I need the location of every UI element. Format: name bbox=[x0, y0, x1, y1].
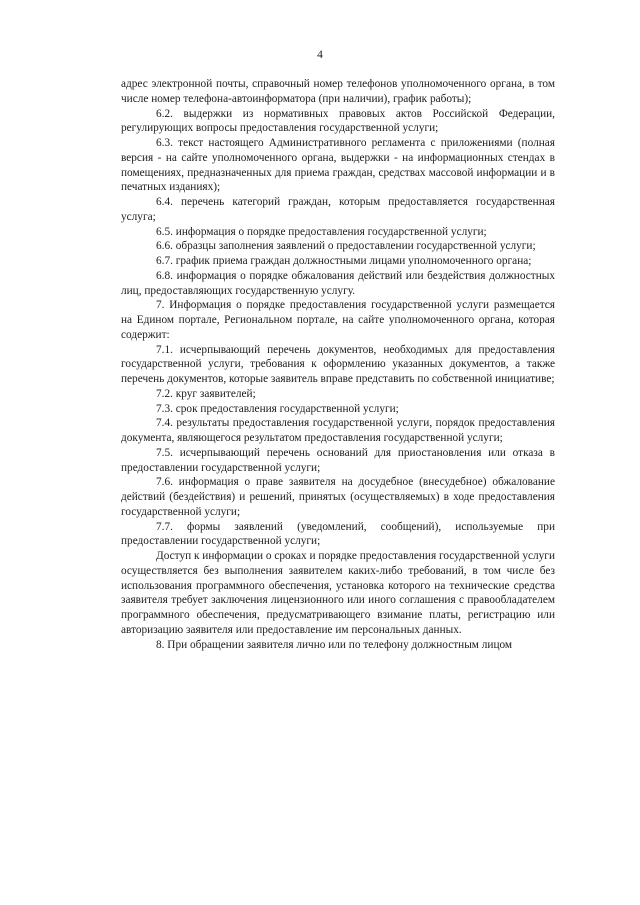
paragraph: 6.5. информация о порядке предоставления государственной услуги; bbox=[156, 225, 487, 238]
paragraph: 7.1. исчерпывающий перечень документов, необходимых для предоставления государственной услуги, требования к оформлению указанных документов, а также перечень документов, которые заявитель вправе представить по собственной инициативе; bbox=[121, 343, 555, 385]
paragraph: 7.3. срок предоставления государственной услуги; bbox=[156, 402, 399, 415]
paragraph: 6.2. выдержки из нормативных правовых актов Российской Федерации, регулирующих вопросы предоставления государственной услуги; bbox=[121, 107, 555, 135]
paragraph: 7.4. результаты предоставления государственной услуги, порядок предоставления документа, являющегося результатом предоставления государственной услуги; bbox=[121, 417, 555, 444]
paragraph: 6.6. образцы заполнения заявлений о предоставлении государственной услуги; bbox=[156, 240, 536, 253]
paragraph: 6.8. информация о порядке обжалования действий или бездействия должностных лиц, предоставляющих государственную услугу. bbox=[121, 269, 555, 297]
paragraph: Доступ к информации о сроках и порядке предоставления государственной услуги осуществляется без выполнения заявителем каких-либо требований, в том числе без использования программного обеспечения, установка которого на технические средства заявителя требует заключения лицензионного или иного соглашения с правообладателем программного обеспечения, предусматривающего взимание платы, регистрацию или авторизацию заявителя или предоставление им персональных данных. bbox=[121, 550, 555, 636]
paragraph: 7. Информация о порядке предоставления государственной услуги размещается на Едином портале, Региональном портале, на сайте уполномоченного органа, которая содержит: bbox=[121, 299, 555, 341]
paragraph: адрес электронной почты, справочный номер телефонов уполномоченного органа, в том числе номер телефона-автоинформатора (при наличии), график работы); bbox=[121, 78, 555, 105]
paragraph: 7.5. исчерпывающий перечень оснований для приостановления или отказа в предоставлении государственной услуги; bbox=[121, 446, 555, 474]
paragraph: 6.4. перечень категорий граждан, которым предоставляется государственная услуга; bbox=[121, 196, 555, 223]
document-body bbox=[121, 77, 555, 652]
paragraph: 7.6. информация о праве заявителя на досудебное (внесудебное) обжалование действий (бездействия) и решений, принятых (осуществляемых) в ходе предоставления государственной услуги; bbox=[121, 476, 555, 518]
paragraph: 7.7. формы заявлений (уведомлений, сообщений), используемые при предоставлении государственной услуги; bbox=[121, 520, 555, 548]
page-number: 4 bbox=[317, 49, 323, 61]
paragraph: 8. При обращении заявителя лично или по телефону должностным лицом bbox=[156, 638, 513, 651]
paragraph: 6.3. текст настоящего Административного регламента с приложениями (полная версия - на сайте уполномоченного органа, выдержки - на информационных стендах в помещениях, предназначенных для приема граждан, средствах массовой информации и в печатных изданиях); bbox=[121, 137, 555, 194]
paragraph: 6.7. график приема граждан должностными лицами уполномоченного органа; bbox=[156, 255, 532, 267]
paragraph: 7.2. круг заявителей; bbox=[156, 387, 256, 400]
